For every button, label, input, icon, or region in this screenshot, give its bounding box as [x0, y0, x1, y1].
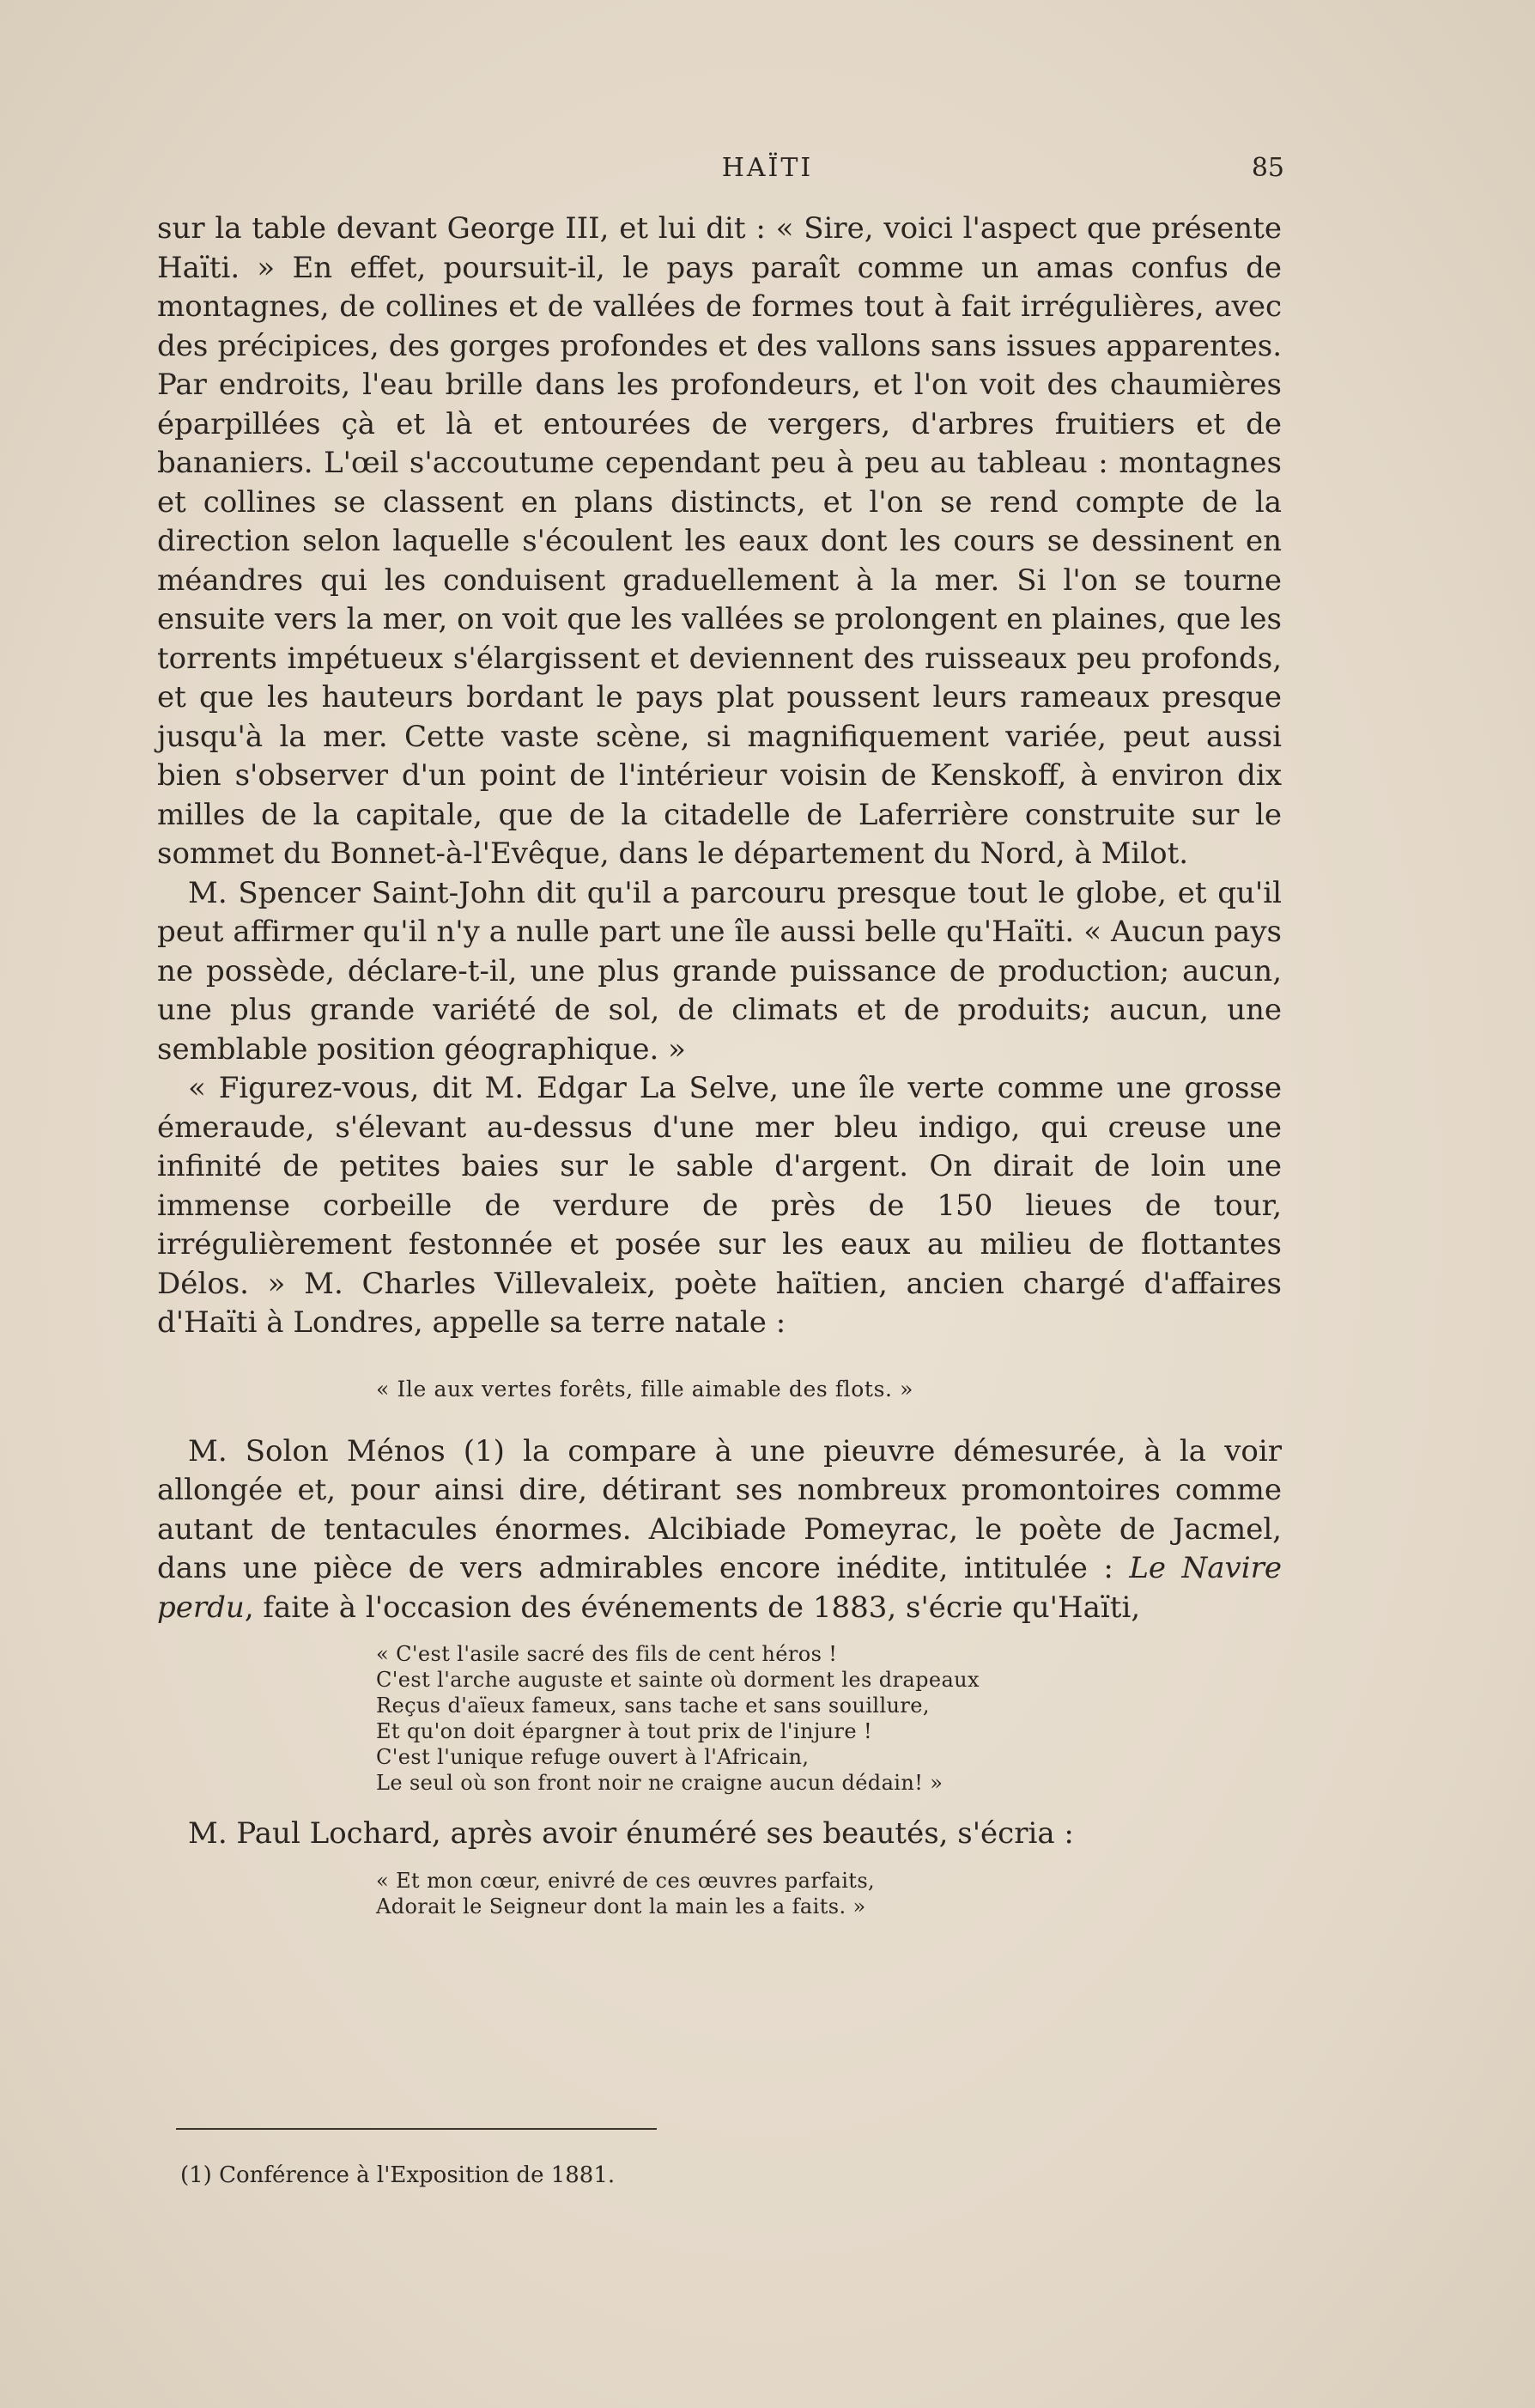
verse-line: Le seul où son front noir ne craigne aucun dédain! »	[376, 1771, 943, 1795]
body-text	[157, 210, 1282, 1938]
epigraph-quote: « Ile aux vertes forêts, fille aimable des flots. »	[376, 1376, 913, 1402]
verse-line: Reçus d'aïeux fameux, sans tache et sans souillure,	[376, 1694, 930, 1718]
page-number: 85	[1251, 153, 1284, 183]
footnote-separator	[176, 2128, 657, 2130]
paragraph-4-end: , faite à l'occasion des événements de 1883, s'écrie qu'Haïti,	[244, 1590, 1141, 1625]
paragraph-4	[157, 1432, 1282, 1628]
verse-line: Adorait le Seigneur dont la main les a faits. »	[376, 1894, 866, 1918]
page-header	[0, 153, 1535, 191]
paragraph-3: « Figurez-vous, dit M. Edgar La Selve, une île verte comme une grosse émeraude, s'élevant au-dessus d'une mer bleu indigo, qui creuse une infinité de petites baies sur le sable d'argent. On dirait de loin une immense corbeille de verdure de près de 150 lieues de tour, irrégulièrement festonnée et posée sur les eaux au milieu de flottantes Délos. » M. Charles Villevaleix, poète haïtien, ancien chargé d'affaires d'Haïti à Londres, appelle sa terre natale :	[157, 1071, 1282, 1340]
verse-quote-1	[376, 1641, 1282, 1796]
verse-quote-2	[376, 1868, 1282, 1919]
verse-line: C'est l'unique refuge ouvert à l'Africain,	[376, 1745, 810, 1769]
paragraph-5: M. Paul Lochard, après avoir énuméré ses beautés, s'écria :	[188, 1816, 1074, 1851]
verse-line: C'est l'arche auguste et sainte où dorment les drapeaux	[376, 1668, 980, 1692]
footnote: (1) Conférence à l'Exposition de 1881.	[180, 2162, 616, 2188]
verse-line: « C'est l'asile sacré des fils de cent héros !	[376, 1642, 838, 1666]
poem-title: Le Navire perdu	[157, 1551, 1283, 1625]
paragraph-2: M. Spencer Saint-John dit qu'il a parcouru presque tout le globe, et qu'il peut affirmer qu'il n'y a nulle part une île aussi belle qu'Haïti. « Aucun pays ne possède, déclare-t-il, une plus grande puissance de production; aucun, une plus grande variété de sol, de climats et de produits; aucun, une semblable position géographique. »	[157, 875, 1282, 1067]
verse-line: « Et mon cœur, enivré de ces œuvres parfaits,	[376, 1868, 876, 1893]
running-title: HAÏTI	[721, 153, 814, 183]
verse-line: Et qu'on doit épargner à tout prix de l'injure !	[376, 1719, 873, 1743]
paragraph-4-start: M. Solon Ménos (1) la compare à une pieuvre démesurée, à la voir allongée et, pour ainsi dire, détirant ses nombreux promontoires comme autant de tentacules énormes. Alcibiade Pomeyrac, le poète de Jacmel, dans une pièce de vers admirables encore inédite, intitulée :	[157, 1433, 1282, 1585]
paragraph-1: sur la table devant George III, et lui dit : « Sire, voici l'aspect que présente Haïti. » En effet, poursuit-il, le pays paraît comme un amas confus de montagnes, de collines et de vallées de formes tout à fait irrégulières, avec des précipices, des gorges profondes et des vallons sans issues apparentes. Par endroits, l'eau brille dans les profondeurs, et l'on voit des chaumières éparpillées çà et là et entourées de vergers, d'arbres fruitiers et de bananiers. L'œil s'accoutume cependant peu à peu au tableau : montagnes et collines se classent en plans distincts, et l'on se rend compte de la direction selon laquelle s'écoulent les eaux dont les cours se dessinent en méandres qui les conduisent graduellement à la mer. Si l'on se tourne ensuite vers la mer, on voit que les vallées se prolongent en plaines, que les torrents impétueux s'élargissent et deviennent des ruisseaux peu profonds, et que les hauteurs bordant le pays plat poussent leurs rameaux presque jusqu'à la mer. Cette vaste scène, si magnifiquement variée, peut aussi bien s'observer d'un point de l'intérieur voisin de Kenskoff, à environ dix milles de la capitale, que de la citadelle de Laferrière construite sur le sommet du Bonnet-à-l'Evêque, dans le département du Nord, à Milot.	[157, 211, 1282, 871]
